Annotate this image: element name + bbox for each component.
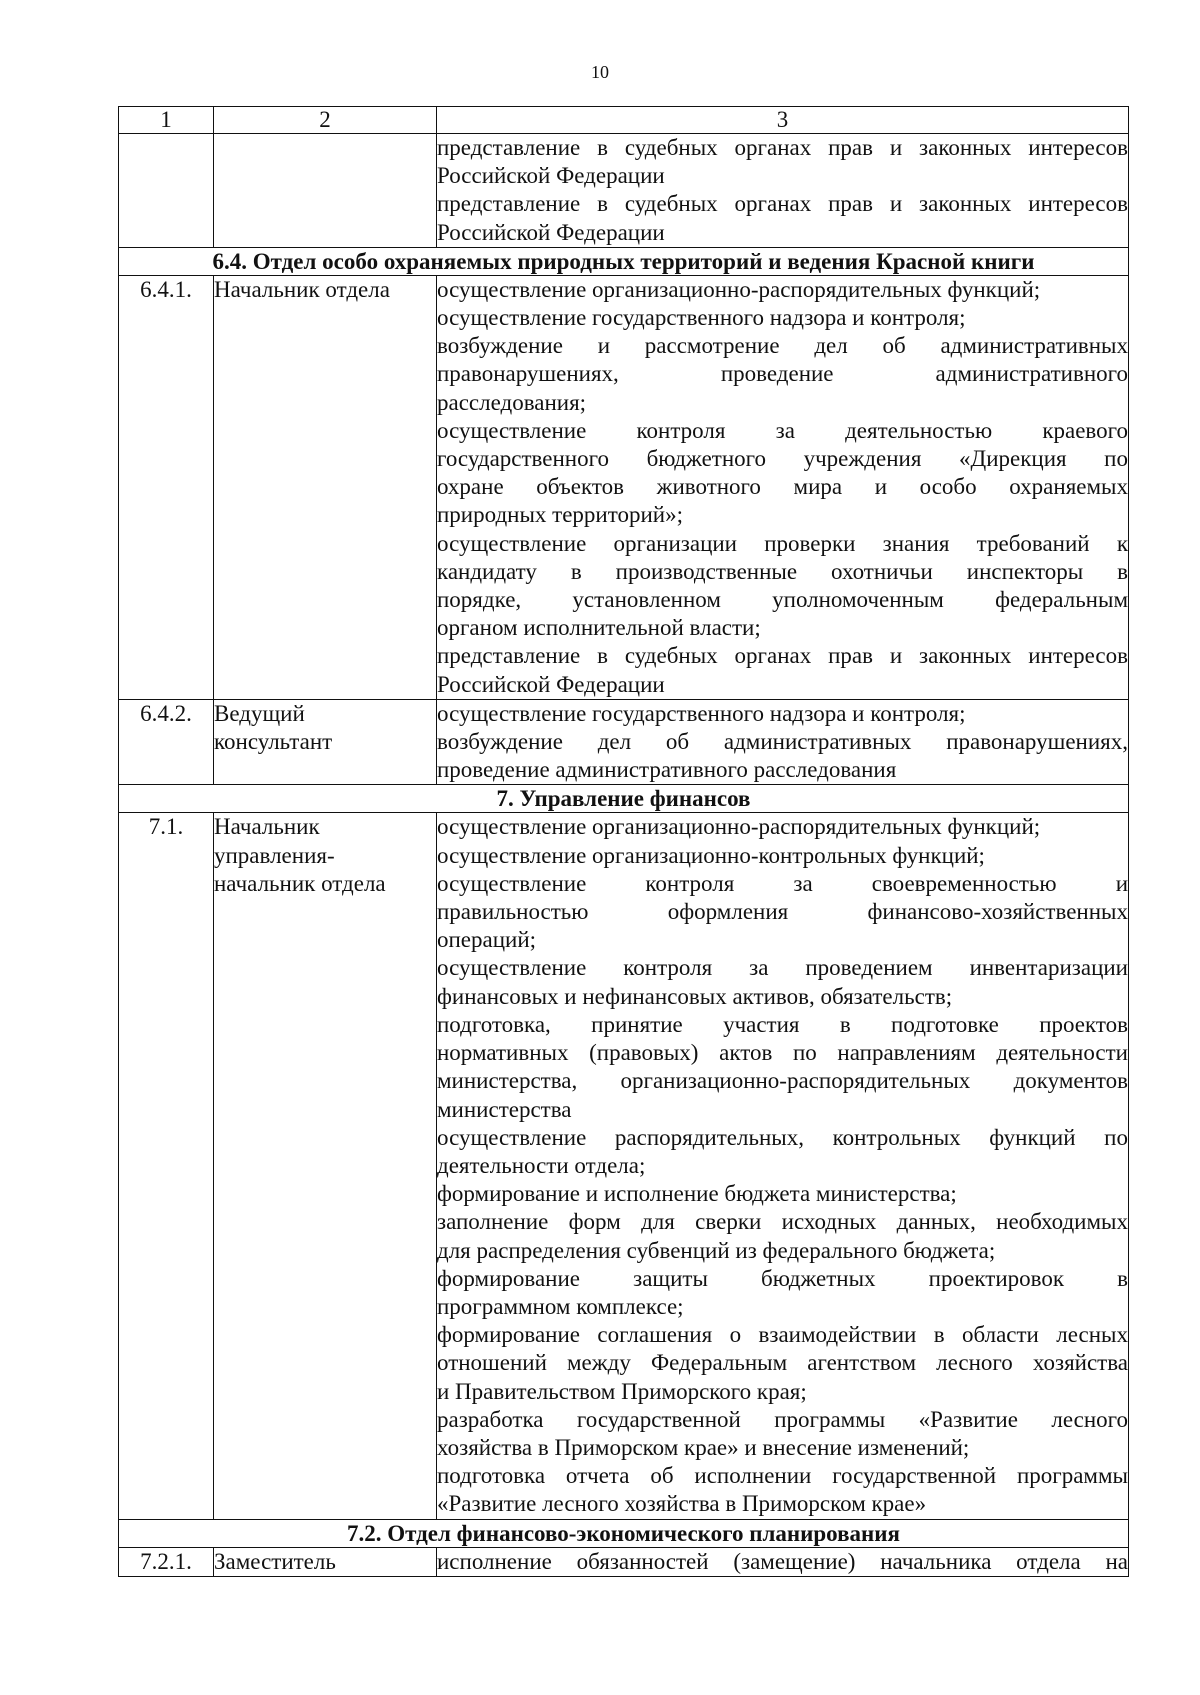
duty-line: осуществление организационно-распорядительных функций;: [437, 814, 1041, 840]
duty-line: и Правительством Приморского края;: [437, 1378, 807, 1404]
duty-line: Российской Федерации: [437, 219, 665, 245]
duty-line: осуществление государственного надзора и контроля;: [437, 700, 966, 726]
duty-line: для распределения субвенций из федерального бюджета;: [437, 1237, 996, 1263]
row-number: 6.4.1.: [119, 275, 214, 699]
duty-line: подготовка, принятие участия в подготовке проектов: [437, 1011, 1128, 1037]
duty-line: возбуждение дел об административных правонарушениях,: [437, 729, 1128, 755]
position-cell: Заместитель: [214, 1547, 437, 1576]
column-header-3: 3: [437, 107, 1129, 134]
duty-line: формирование и исполнение бюджета министерства;: [437, 1181, 957, 1207]
position-line: начальник отдела: [214, 870, 386, 896]
table-row: [119, 1547, 1129, 1576]
section-row: [119, 247, 1129, 275]
duty-line: министерства, организационно-распорядительных документов: [437, 1068, 1128, 1094]
table-row: [119, 275, 1129, 699]
section-title: 7.2. Отдел финансово-экономического планирования: [119, 1519, 1129, 1547]
position-cell: Начальник отдела: [214, 275, 437, 699]
position-cell: [214, 699, 437, 785]
duty-line: формирование соглашения о взаимодействии в области лесных: [437, 1322, 1128, 1348]
row-number: [119, 134, 214, 248]
duty-line: осуществление государственного надзора и контроля;: [437, 305, 966, 331]
position-cell: [214, 813, 437, 1519]
duty-line: представление в судебных органах прав и законных интересов: [437, 135, 1128, 160]
duty-line: правонарушениях, проведение административного: [437, 361, 1128, 387]
row-number: 7.1.: [119, 813, 214, 1519]
section-title: 6.4. Отдел особо охраняемых природных территорий и ведения Красной книги: [119, 247, 1129, 275]
duty-line: осуществление организационно-распорядительных функций;: [437, 276, 1041, 302]
column-header-1: 1: [119, 107, 214, 134]
duty-line: отношений между Федеральным агентством лесного хозяйства: [437, 1350, 1128, 1376]
duty-line: осуществление распорядительных, контрольных функций по: [437, 1124, 1128, 1150]
table-row: [119, 699, 1129, 785]
duties-cell: [437, 134, 1129, 248]
duty-line: расследования;: [437, 389, 587, 415]
column-header-2: 2: [214, 107, 437, 134]
duty-line: формирование защиты бюджетных проектировок в: [437, 1265, 1128, 1291]
duty-line: «Развитие лесного хозяйства в Приморском крае»: [437, 1491, 927, 1517]
page-number: 10: [591, 62, 609, 82]
duty-line: деятельности отдела;: [437, 1152, 646, 1178]
duty-line: осуществление контроля за проведением инвентаризации: [437, 955, 1128, 981]
duty-line: Российской Федерации: [437, 671, 665, 697]
duty-line: представление в судебных органах прав и законных интересов: [437, 643, 1128, 669]
position-cell: [214, 134, 437, 248]
duties-cell: [437, 1547, 1129, 1576]
duty-line: осуществление контроля за деятельностью краевого: [437, 417, 1128, 443]
duty-line: осуществление контроля за своевременностью и: [437, 870, 1128, 896]
column-header-row: [119, 107, 1129, 134]
duty-line: осуществление организации проверки знания требований к: [437, 530, 1128, 556]
staff-duties-table: [118, 106, 1129, 1577]
table-row: [119, 813, 1129, 1519]
row-number: 7.2.1.: [119, 1547, 214, 1576]
position-line: консультант: [214, 729, 333, 755]
section-row: [119, 785, 1129, 813]
duty-line: возбуждение и рассмотрение дел об административных: [437, 333, 1128, 359]
section-row: [119, 1519, 1129, 1547]
duty-line: Российской Федерации: [437, 163, 665, 189]
duty-line: осуществление организационно-контрольных функций;: [437, 842, 985, 868]
duties-cell: [437, 275, 1129, 699]
duty-line: разработка государственной программы «Развитие лесного: [437, 1406, 1128, 1432]
duty-line: программном комплексе;: [437, 1293, 684, 1319]
duty-line: исполнение обязанностей (замещение) начальника отдела на: [437, 1548, 1128, 1574]
duty-line: порядке, установленном уполномоченным федеральным: [437, 587, 1128, 613]
duty-line: министерства: [437, 1096, 572, 1122]
duty-line: государственного бюджетного учреждения «Дирекция по: [437, 446, 1128, 472]
section-title: 7. Управление финансов: [119, 785, 1129, 813]
duty-line: представление в судебных органах прав и законных интересов: [437, 191, 1128, 217]
duty-line: хозяйства в Приморском крае» и внесение изменений;: [437, 1434, 970, 1460]
duty-line: операций;: [437, 927, 537, 953]
duties-cell: [437, 699, 1129, 785]
duty-line: заполнение форм для сверки исходных данных, необходимых: [437, 1209, 1128, 1235]
duty-line: органом исполнительной власти;: [437, 615, 761, 641]
duty-line: природных территорий»;: [437, 502, 683, 528]
duty-line: кандидату в производственные охотничьи инспекторы в: [437, 558, 1128, 584]
duty-line: проведение административного расследования: [437, 757, 897, 783]
duty-line: нормативных (правовых) актов по направлениям деятельности: [437, 1040, 1128, 1066]
duties-cell: [437, 813, 1129, 1519]
position-line: управления-: [214, 842, 335, 868]
duty-line: правильностью оформления финансово-хозяйственных: [437, 899, 1128, 925]
position-line: Начальник: [214, 814, 320, 840]
position-line: Ведущий: [214, 700, 305, 726]
duty-line: подготовка отчета об исполнении государственной программы: [437, 1463, 1128, 1489]
continuation-row: [119, 134, 1129, 248]
duty-line: финансовых и нефинансовых активов, обязательств;: [437, 983, 953, 1009]
duty-line: охране объектов животного мира и особо охраняемых: [437, 474, 1128, 500]
row-number: 6.4.2.: [119, 699, 214, 785]
